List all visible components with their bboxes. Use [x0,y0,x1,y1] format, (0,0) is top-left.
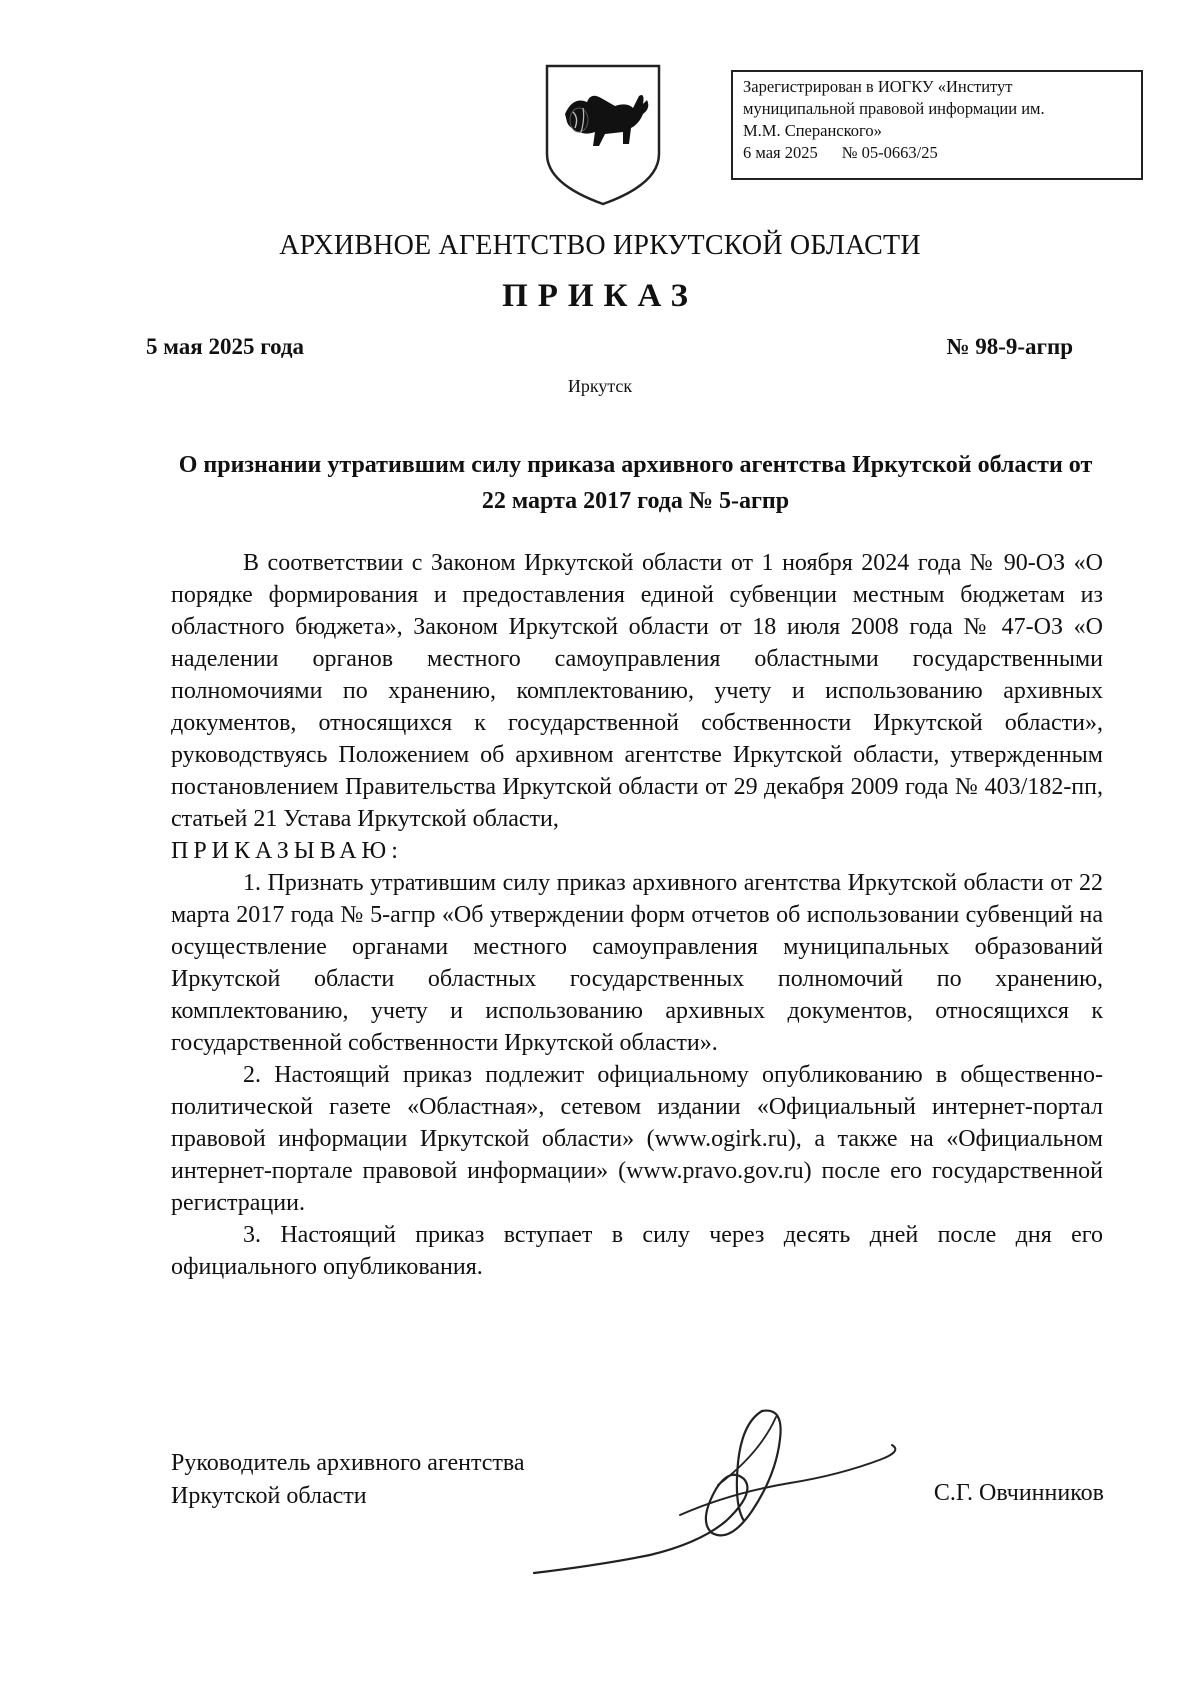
signer-position-line-1: Руководитель архивного агентства [171,1450,525,1476]
registration-number: № 05-0663/25 [841,143,938,162]
preamble-paragraph: В соответствии с Законом Иркутской области от 1 ноября 2024 года № 90-ОЗ «О порядке формирования и предоставления единой субвенции местным бюджетам из областного бюджета», Законом Иркутской области от 18 июля 2008 года № 47-ОЗ «О наделении органов местного самоуправления областными государственными полномочиями по хранению, комплектованию, учету и использованию архивных документов, относящихся к государственной собственности Иркутской области», руководствуясь Положением об архивном агентстве Иркутской области, утвержденным постановлением Правительства Иркутской области от 29 декабря 2009 года № 403/182-пп, статьей 21 Устава Иркутской области, [171,550,1103,832]
item-paragraph-2: 2. Настоящий приказ подлежит официальному опубликованию в общественно-политической газете «Областная», сетевом издании «Официальный интернет-портал правовой информации Иркутской области» (www.ogirk.ru), а также на «Официальном интернет-портале правовой информации» (www.pravo.gov.ru) после его государственной регистрации. [171,1062,1103,1216]
command-word: ПРИКАЗЫВАЮ: [171,838,403,864]
item-paragraph-1: 1. Признать утратившим силу приказ архивного агентства Иркутской области от 22 марта 2017 года № 5-агпр «Об утверждении форм отчетов об использовании субвенций на осуществление органами местного самоуправления муниципальных образований Иркутской области областных государственных полномочий по хранению, комплектованию, учету и использованию архивных документов, относящихся к государственной собственности Иркутской области». [171,870,1103,1056]
registration-line-3: М.М. Сперанского» [743,121,882,140]
signer-name: С.Г. Овчинников [933,1480,1104,1506]
signer-position [171,1447,525,1513]
document-type: ПРИКАЗ [502,278,698,314]
document-body [171,547,1103,1283]
registration-line-1: Зарегистрирован в ИОГКУ «Институт [743,77,1013,96]
agency-name: АРХИВНОЕ АГЕНТСТВО ИРКУТСКОЙ ОБЛАСТИ [279,230,921,261]
item-paragraph-3: 3. Настоящий приказ вступает в силу через десять дней после дня его официального опубликования. [171,1222,1103,1280]
document-city: Иркутск [567,376,633,396]
registration-date-row [743,142,1133,164]
handwritten-signature [530,1393,910,1593]
signer-position-line-2: Иркутской области [171,1483,367,1509]
coat-of-arms-emblem [543,62,663,210]
document-date: 5 мая 2025 года [146,334,305,359]
registration-date: 6 мая 2025 [743,143,818,162]
document-number: № 98-9-агпр [946,334,1073,359]
registration-stamp [731,70,1143,180]
registration-line-2: муниципальной правовой информации им. [743,99,1045,118]
document-subject: О признании утратившим силу приказа архивного агентства Иркутской области от 22 марта 2017 года № 5-агпр [178,452,1093,514]
